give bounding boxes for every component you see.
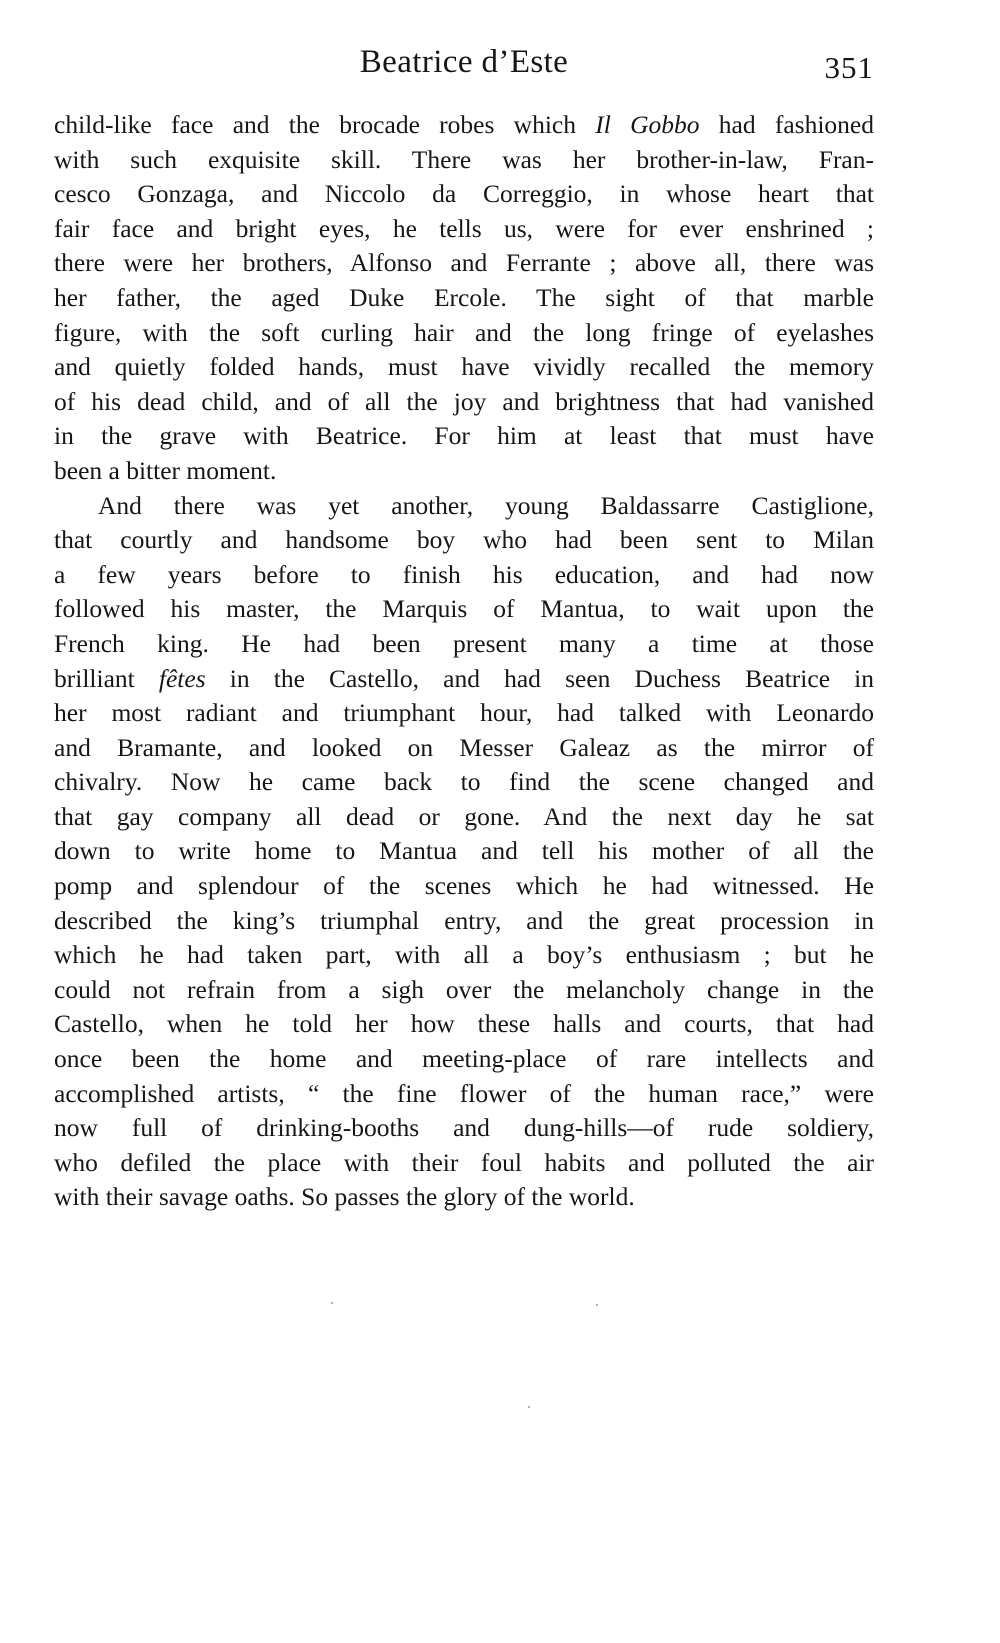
- italic-term: Il Gobbo: [595, 110, 700, 139]
- text-segment: fair face and bright eyes, he tells us, were for ever enshrined ;: [54, 213, 874, 243]
- paper-speck: [331, 1302, 333, 1304]
- text-line: [54, 385, 874, 420]
- text-segment: in the Castello, and had seen Duchess Beatrice in: [205, 663, 875, 693]
- text-line: [54, 1180, 874, 1215]
- text-segment: cesco Gonzaga, and Niccolo da Correggio, in whose heart that: [54, 179, 874, 209]
- text-line: [54, 281, 874, 316]
- text-segment: And there was yet another, young Baldassarre Castiglione,: [98, 490, 874, 520]
- text-segment: that gay company all dead or gone. And the next day he sat: [54, 801, 874, 831]
- text-segment: in the grave with Beatrice. For him at least that must have: [54, 421, 874, 451]
- page-title: Beatrice d’Este: [359, 44, 569, 80]
- text-line: [54, 904, 874, 939]
- text-segment: and Bramante, and looked on Messer Galeaz as the mirror of: [54, 732, 874, 762]
- text-line: [54, 696, 874, 731]
- paragraph: [54, 489, 874, 1215]
- text-line: [54, 246, 874, 281]
- text-segment: described the king’s triumphal entry, and the great procession in: [54, 905, 874, 935]
- text-line: [54, 1042, 874, 1077]
- text-line: [54, 627, 874, 662]
- text-line: [54, 869, 874, 904]
- text-line: [54, 1007, 874, 1042]
- text-segment: with their savage oaths. So passes the glory of the world.: [54, 1182, 635, 1212]
- text-segment: been a bitter moment.: [54, 455, 277, 485]
- text-segment: that courtly and handsome boy who had been sent to Milan: [54, 525, 874, 555]
- text-line: [54, 765, 874, 800]
- running-head: [54, 38, 874, 86]
- text-line: [54, 592, 874, 627]
- text-line: [54, 143, 874, 178]
- text-segment: figure, with the soft curling hair and the long fringe of eyelashes: [54, 317, 874, 347]
- text-segment: French king. He had been present many a time at those: [54, 628, 874, 658]
- text-segment: pomp and splendour of the scenes which he had witnessed. He: [54, 871, 874, 901]
- page-number: 351: [824, 50, 874, 85]
- text-segment: her most radiant and triumphant hour, had talked with Leonardo: [54, 698, 874, 728]
- text-segment: once been the home and meeting-place of rare intellects and: [54, 1044, 874, 1074]
- text-segment: child-like face and the brocade robes which: [54, 110, 596, 139]
- text-line: [54, 1146, 874, 1181]
- text-line: [54, 834, 874, 869]
- text-line: [54, 558, 874, 593]
- text-line: [54, 523, 874, 558]
- text-line: [54, 731, 874, 766]
- text-line: [54, 212, 874, 247]
- text-segment: chivalry. Now he came back to find the scene changed and: [54, 767, 874, 797]
- text-line: [54, 1077, 874, 1112]
- paper-speck: [528, 1406, 530, 1408]
- text-segment: followed his master, the Marquis of Mantua, to wait upon the: [54, 594, 874, 624]
- text-segment: with such exquisite skill. There was her brother-in-law, Fran-: [54, 144, 874, 174]
- text-line: [54, 662, 874, 697]
- text-segment: down to write home to Mantua and tell his mother of all the: [54, 836, 874, 866]
- text-segment: which he had taken part, with all a boy’s enthusiasm ; but he: [54, 940, 874, 970]
- paper-speck: [596, 1304, 598, 1306]
- text-segment: could not refrain from a sigh over the melancholy change in the: [54, 974, 874, 1004]
- text-line: [54, 454, 874, 489]
- text-segment: who defiled the place with their foul habits and polluted the air: [54, 1147, 874, 1177]
- text-line: [54, 108, 874, 143]
- text-segment: brilliant: [54, 663, 159, 693]
- text-line: [54, 350, 874, 385]
- text-line: [54, 800, 874, 835]
- text-line: [54, 1111, 874, 1146]
- text-line: [54, 316, 874, 351]
- text-segment: Castello, when he told her how these halls and courts, that had: [54, 1009, 874, 1039]
- text-line: [54, 938, 874, 973]
- body-text: [54, 108, 874, 1215]
- text-segment: had fashioned: [699, 110, 874, 139]
- text-line: [54, 419, 874, 454]
- italic-term: fêtes: [158, 663, 206, 693]
- text-segment: a few years before to finish his education, and had now: [54, 559, 874, 589]
- text-line: [54, 177, 874, 212]
- text-segment: there were her brothers, Alfonso and Ferrante ; above all, there was: [54, 248, 874, 278]
- text-segment: now full of drinking-booths and dung-hills—of rude soldiery,: [54, 1113, 874, 1143]
- text-segment: accomplished artists, “ the fine flower of the human race,” were: [54, 1078, 874, 1108]
- paragraph: [54, 108, 874, 489]
- text-line: [54, 973, 874, 1008]
- text-segment: and quietly folded hands, must have vividly recalled the memory: [54, 352, 874, 382]
- text-line: [54, 489, 874, 524]
- text-segment: her father, the aged Duke Ercole. The sight of that marble: [54, 282, 874, 312]
- text-segment: of his dead child, and of all the joy and brightness that had vanished: [54, 386, 874, 416]
